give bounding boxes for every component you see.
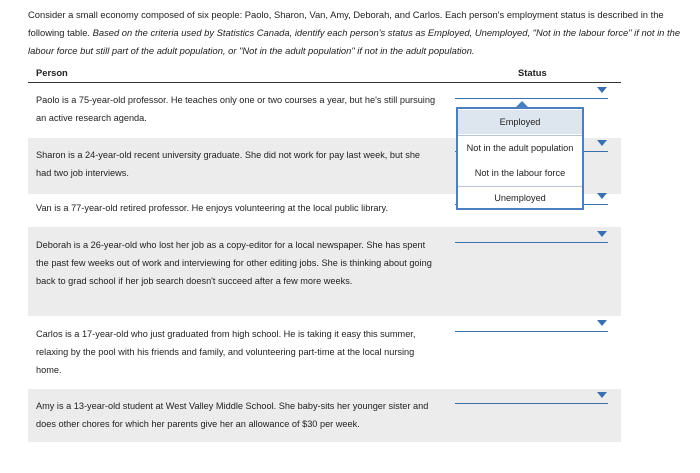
column-header-person: Person: [36, 67, 68, 78]
row-description: Amy is a 13-year-old student at West Valley Middle School. She baby-sits her younger sister and does other chores for which her parents give her an allowance of $30 per week.: [36, 401, 429, 429]
chevron-down-icon[interactable]: [597, 193, 607, 199]
status-dropdown-menu: [456, 107, 584, 210]
row-description: Carlos is a 17-year-old who just graduated from high school. He is taking it easy this summer, relaxing by the pool with his friends and family, and volunteering part-time at the local nursing home.: [36, 329, 416, 375]
chevron-down-icon[interactable]: [597, 320, 607, 326]
column-header-status: Status: [518, 67, 547, 78]
question-intro: [28, 6, 692, 60]
status-select-paolo[interactable]: [455, 86, 608, 99]
dropdown-option-not-in-adult-population[interactable]: Not in the adult population: [466, 143, 574, 153]
status-select-carlos[interactable]: [455, 319, 608, 332]
status-select-deborah[interactable]: [455, 230, 608, 243]
row-description: Paolo is a 75-year-old professor. He teaches only one or two courses a year, but he's still pursuing an active research agenda.: [36, 95, 436, 123]
intro-italic-text: Based on the criteria used by Statistics Canada, identify each person's status as Employed, Unemployed, "Not in the labour force" if not in the labour force but still part of the adult population, or "Not in the adult population" if not in the adult population.: [28, 27, 681, 56]
dropdown-pointer-icon: [515, 101, 529, 108]
row-description: Deborah is a 26-year-old who lost her job as a copy-editor for a local newspaper. She has spent the past few weeks out of work and interviewing for other editing jobs. She is thinking about going back to grad school if her job search doesn't succeed after a few more weeks.: [36, 240, 432, 286]
chevron-down-icon[interactable]: [597, 392, 607, 398]
chevron-down-icon[interactable]: [597, 140, 607, 146]
row-description: Sharon is a 24-year-old recent university graduate. She did not work for pay last week, but she had two job interviews.: [36, 150, 421, 178]
intro-plain-text: Consider a small economy composed of six people: Paolo, Sharon, Van, Amy, Deborah, and Carlos. Each person's employment status is described in the following table.: [28, 9, 664, 38]
chevron-down-icon[interactable]: [597, 87, 607, 93]
header-divider: [28, 82, 621, 83]
dropdown-option-unemployed[interactable]: Unemployed: [494, 193, 546, 203]
status-select-amy[interactable]: [455, 391, 608, 404]
row-description: Van is a 77-year-old retired professor. He enjoys volunteering at the local public library.: [36, 203, 389, 213]
dropdown-option-not-in-labour-force[interactable]: Not in the labour force: [474, 168, 566, 178]
chevron-down-icon[interactable]: [597, 231, 607, 237]
dropdown-option-employed[interactable]: Employed: [458, 110, 582, 134]
